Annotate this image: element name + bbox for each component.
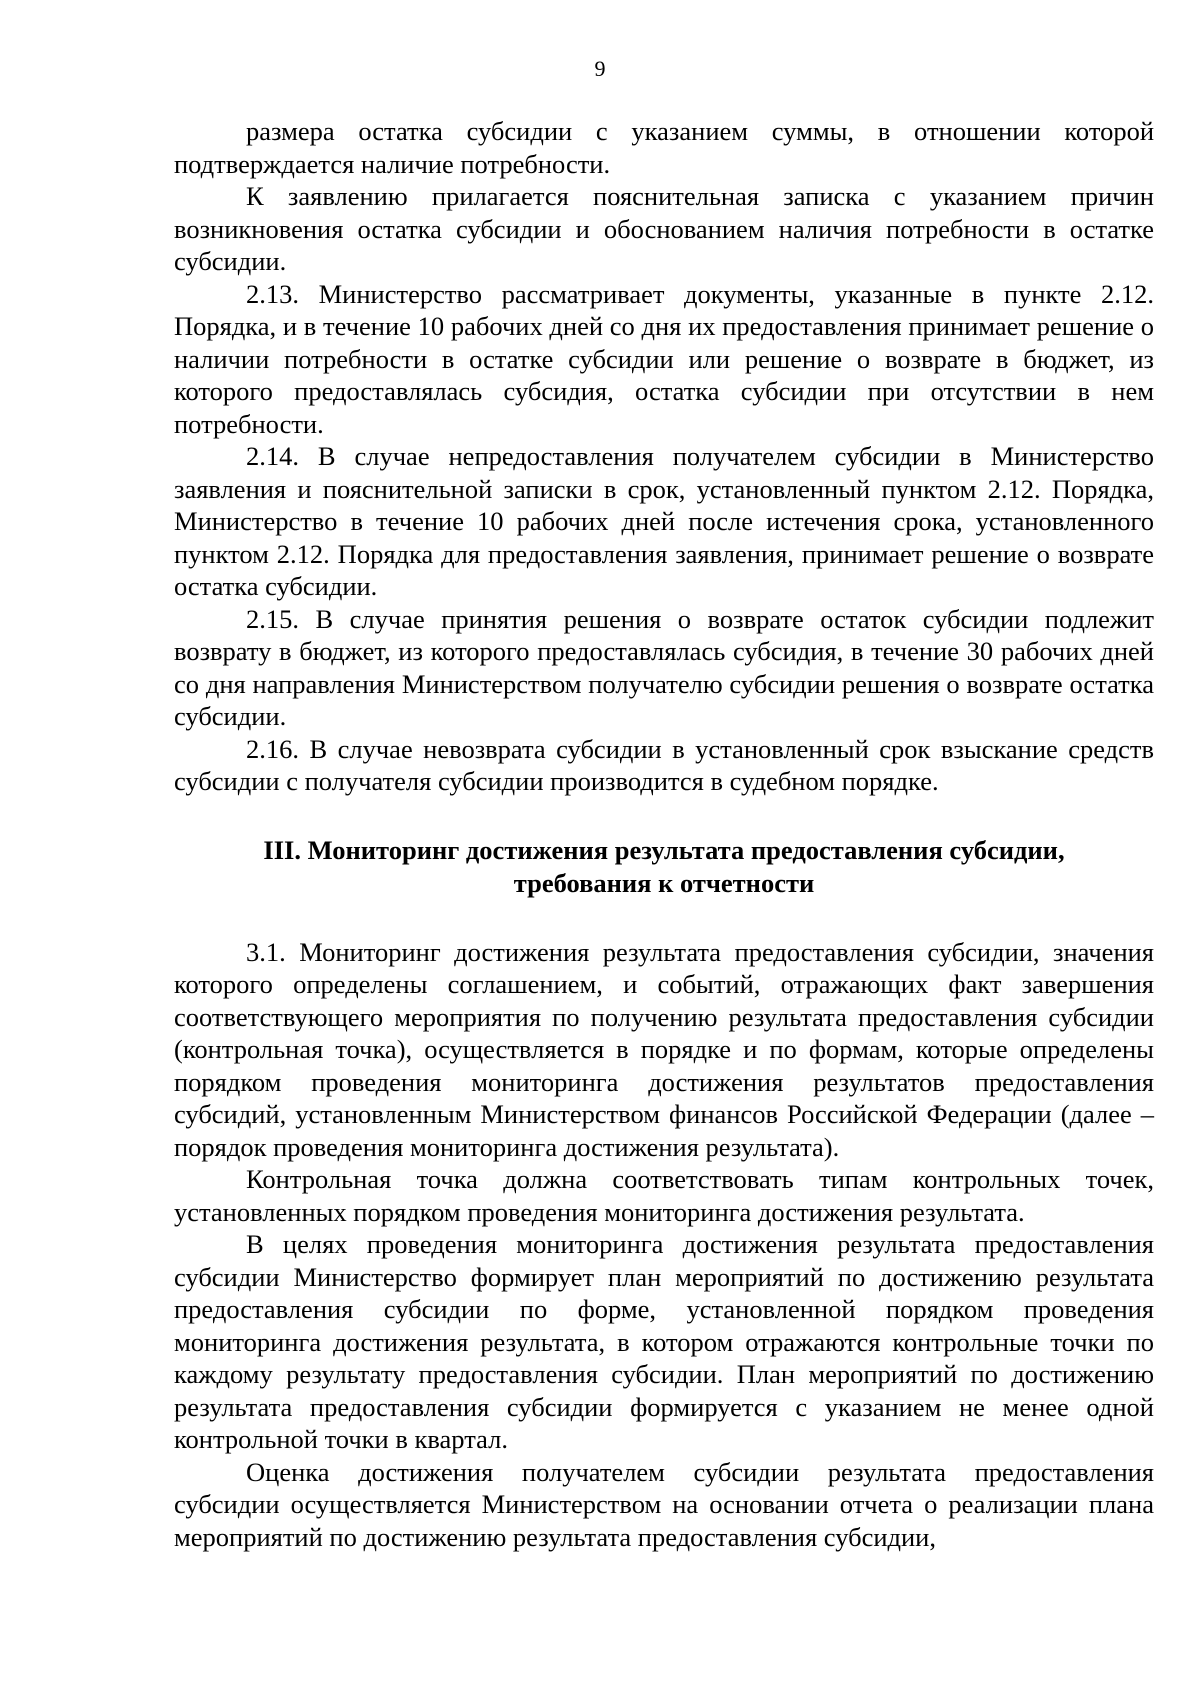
paragraph-explanatory-note: К заявлению прилагается пояснительная записка с указанием причин возникновения остатка субсидии и обоснованием наличия потребности в остатке субсидии. [174, 181, 1154, 276]
paragraph-2-16: 2.16. В случае невозврата субсидии в установленный срок взыскание средств субсидии с получателя субсидии производится в судебном порядке. [174, 733, 1154, 796]
paragraph-2-14: 2.14. В случае непредоставления получателем субсидии в Министерство заявления и пояснительной записки в срок, установленный пунктом 2.12. Порядка, Министерство в течение 10 рабочих дней после истечения срока, установленного пунктом 2.12. Порядка для предоставления заявления, принимает решение о возврате остатка субсидии. [174, 441, 1154, 601]
paragraph-3-1: 3.1. Мониторинг достижения результата предоставления субсидии, значения которого определены соглашением, и событий, отражающих факт завершения соответствующего мероприятия по получению результата предоставления субсидии (контрольная точка), осуществляется в порядке и по формам, которые определены порядком проведения мониторинга достижения результатов предоставления субсидий, установленным Министерством финансов Российской Федерации (далее – порядок проведения мониторинга достижения результата). [174, 936, 1154, 1162]
paragraph-control-point-types: Контрольная точка должна соответствовать типам контрольных точек, установленных порядком проведения мониторинга достижения результата. [174, 1164, 1154, 1227]
paragraph-remainder-balance: размера остатка субсидии с указанием суммы, в отношении которой подтверждается наличие потребности. [174, 116, 1154, 179]
document-body [174, 115, 1154, 1553]
paragraph-2-13: 2.13. Министерство рассматривает документы, указанные в пункте 2.12. Порядка, и в течение 10 рабочих дней со дня их предоставления принимает решение о наличии потребности в остатке субсидии или решение о возврате в бюджет, из которого предоставлялась субсидия, остатка субсидии при отсутствии в нем потребности. [174, 278, 1154, 439]
paragraph-2-15: 2.15. В случае принятия решения о возврате остаток субсидии подлежит возврату в бюджет, из которого предоставлялась субсидия, в течение 30 рабочих дней со дня направления Министерством получателю субсидии решения о возврате остатка субсидии. [174, 603, 1154, 731]
section-heading [174, 834, 1154, 900]
paragraphs-after-section [174, 936, 1154, 1554]
section-heading-line-2: требования к отчетности [513, 867, 815, 898]
paragraph-assessment: Оценка достижения получателем субсидии результата предоставления субсидии осуществляется Министерством на основании отчета о реализации плана мероприятий по достижению результата предоставления субсидии, [174, 1456, 1154, 1552]
paragraph-action-plan: В целях проведения мониторинга достижения результата предоставления субсидии Министерство формирует план мероприятий по достижению результата предоставления субсидии по форме, установленной порядком проведения мониторинга достижения результата, в котором отражаются контрольные точки по каждому результату предоставления субсидии. План мероприятий по достижению результата предоставления субсидии формируется с указанием не менее одной контрольной точки в квартал. [174, 1229, 1154, 1454]
section-heading-line-1: III. Мониторинг достижения результата предоставления субсидии, [263, 834, 1065, 865]
page-number: 9 [594, 56, 606, 81]
paragraphs-before-section [174, 115, 1154, 798]
